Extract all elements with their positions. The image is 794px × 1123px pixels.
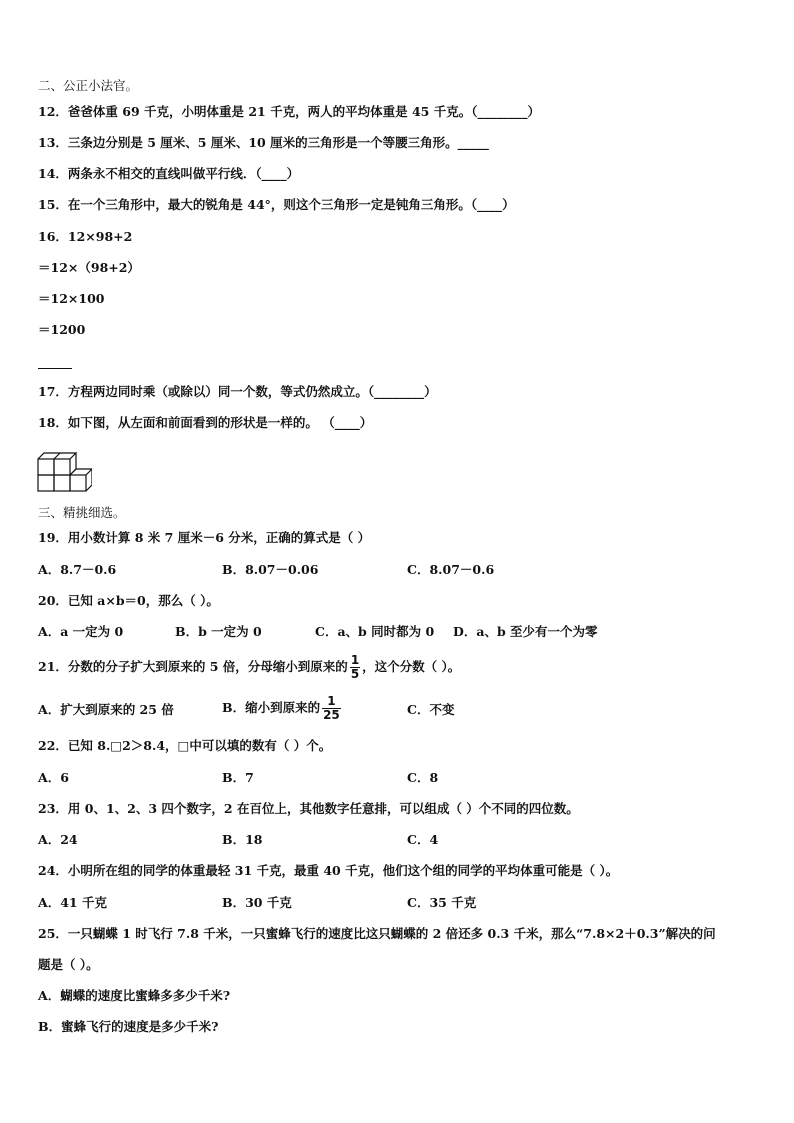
question-22: 22．已知 8.□2＞8.4，□中可以填的数有（ ）个。 <box>38 738 332 753</box>
q20-option-b[interactable]: B．b 一定为 0 <box>175 624 262 639</box>
q21-option-a[interactable]: A．扩大到原来的 25 倍 <box>38 702 174 717</box>
q19-option-a[interactable]: A．8.7－0.6 <box>38 562 117 577</box>
question-16-line-1: 16．12×98+2 <box>38 229 133 244</box>
q21-option-b-fraction <box>322 695 341 722</box>
q25-option-a[interactable]: A．蝴蝶的速度比蜜蜂多多少千米? <box>38 988 231 1003</box>
q23-option-c[interactable]: C．4 <box>407 832 439 847</box>
q24-option-c[interactable]: C．35 千克 <box>407 895 477 910</box>
question-16-line-4: ＝1200 <box>38 322 86 337</box>
question-24: 24．小明所在组的同学的体重最轻 31 千克，最重 40 千克，他们这个组的同学的平均体重可能是（ ）。 <box>38 863 619 878</box>
section-3-heading: 三、精挑细选。 <box>38 505 126 520</box>
question-12: 12．爸爸体重 69 千克，小明体重是 21 千克，两人的平均体重是 45 千克。（________） <box>38 104 540 119</box>
question-18: 18．如下图，从左面和前面看到的形状是一样的。 （____） <box>38 415 373 430</box>
q22-option-c[interactable]: C．8 <box>407 770 439 785</box>
question-25-line-2: 题是（ ）。 <box>38 957 99 972</box>
question-21 <box>38 651 460 683</box>
q20-option-d[interactable]: D．a、b 至少有一个为零 <box>453 624 598 639</box>
q21-option-b[interactable] <box>222 688 343 728</box>
q21-option-b-text: B．缩小到原来的 <box>222 700 321 715</box>
q21-stem-end: ，这个分数（ ）。 <box>362 659 461 674</box>
question-14: 14．两条永不相交的直线叫做平行线．（____） <box>38 166 300 181</box>
question-16-line-2: ＝12×（98+2） <box>38 260 140 275</box>
q21-fraction <box>350 654 360 681</box>
q21-fraction-denominator: 5 <box>350 667 360 681</box>
section-2-heading: 二、公正小法官。 <box>38 78 139 93</box>
q24-option-a[interactable]: A．41 千克 <box>38 895 107 910</box>
q21-option-b-denominator: 25 <box>323 708 340 722</box>
q22-option-a[interactable]: A．6 <box>38 770 69 785</box>
q19-option-c[interactable]: C．8.07－0.6 <box>407 562 495 577</box>
q22-option-b[interactable]: B．7 <box>222 770 254 785</box>
q20-option-c[interactable]: C．a、b 同时都为 0 <box>315 624 435 639</box>
q23-option-a[interactable]: A．24 <box>38 832 78 847</box>
question-16-line-3: ＝12×100 <box>38 291 105 306</box>
question-20: 20．已知 a×b＝0，那么（ ）。 <box>38 593 219 608</box>
question-23: 23．用 0、1、2、3 四个数字，2 在百位上，其他数字任意排，可以组成（ ）个不同的四位数。 <box>38 801 579 816</box>
q23-option-b[interactable]: B．18 <box>222 832 263 847</box>
answer-blank-rule <box>38 368 72 369</box>
q21-option-c[interactable]: C．不变 <box>407 702 455 717</box>
q19-option-b[interactable]: B．8.07－0.06 <box>222 562 319 577</box>
question-25-line-1: 25．一只蝴蝶 1 时飞行 7.8 千米，一只蜜蜂飞行的速度比这只蝴蝶的 2 倍还多 0.3 千米，那么“7.8×2＋0.3”解决的问 <box>38 926 716 941</box>
q21-stem-start: 21．分数的分子扩大到原来的 5 倍，分母缩小到原来的 <box>38 659 348 674</box>
question-15: 15．在一个三角形中，最大的锐角是 44°，则这个三角形一定是钝角三角形。（____） <box>38 197 515 212</box>
question-19: 19．用小数计算 8 米 7 厘米－6 分米，正确的算式是（ ） <box>38 530 371 545</box>
q25-option-b[interactable]: B．蜜蜂飞行的速度是多少千米? <box>38 1019 219 1034</box>
q20-option-a[interactable]: A．a 一定为 0 <box>38 624 124 639</box>
q21-option-b-numerator: 1 <box>322 695 341 709</box>
cube-stack-figure <box>36 447 92 497</box>
question-13: 13．三条边分别是 5 厘米、5 厘米、10 厘米的三角形是一个等腰三角形。_____ <box>38 135 489 150</box>
question-17: 17．方程两边同时乘（或除以）同一个数，等式仍然成立。（________） <box>38 384 437 399</box>
q24-option-b[interactable]: B．30 千克 <box>222 895 292 910</box>
q21-fraction-numerator: 1 <box>350 653 360 667</box>
